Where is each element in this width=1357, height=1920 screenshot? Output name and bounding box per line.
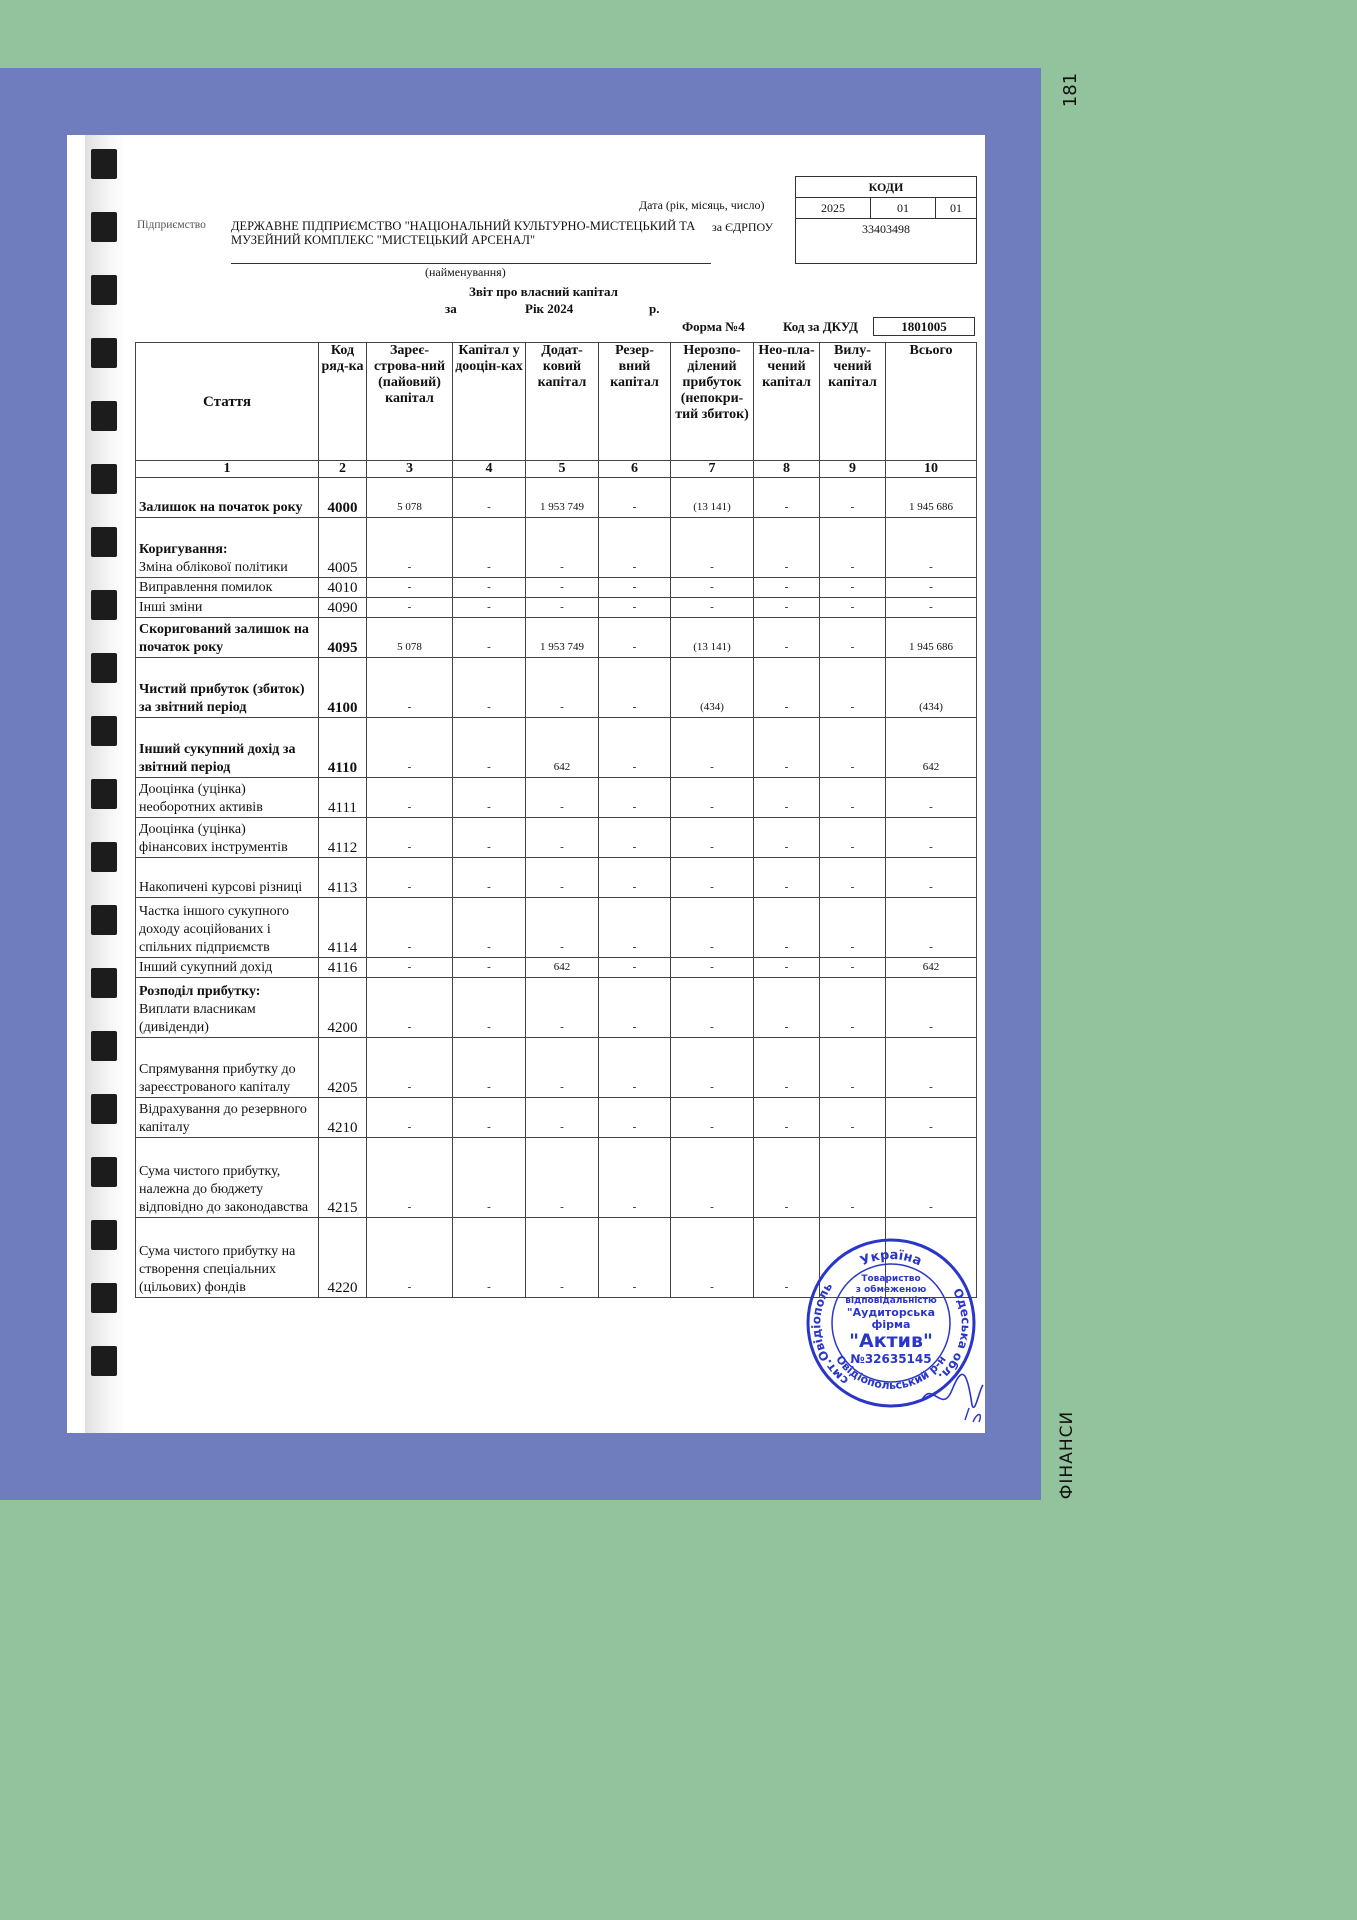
row-label: Сума чистого прибутку на створення спеціальних (цільових) фондів xyxy=(139,1244,296,1295)
section-title: Коригування: xyxy=(139,542,228,557)
row-code: 4111 xyxy=(319,778,367,818)
value-cell: - xyxy=(526,898,599,958)
binding-hole xyxy=(91,905,117,935)
date-codes-row xyxy=(796,198,976,219)
col-header: Резер-вний капітал xyxy=(599,343,671,461)
form-label: Форма №4 xyxy=(682,319,745,334)
col-number: 9 xyxy=(820,461,886,478)
value-cell: - xyxy=(526,1218,599,1298)
binding-hole xyxy=(91,653,117,683)
value-cell: - xyxy=(453,518,526,578)
row-label-cell xyxy=(136,658,319,718)
stamp-line: відповідальністю xyxy=(845,1296,937,1306)
value-cell: - xyxy=(526,1098,599,1138)
value-cell: - xyxy=(754,1038,820,1098)
document-sheet xyxy=(67,135,985,1433)
row-label: Інші зміни xyxy=(139,600,203,615)
row-label-cell xyxy=(136,578,319,598)
col-header: Зареє-строва-ний (пайовий) капітал xyxy=(367,343,453,461)
svg-text:Україна xyxy=(858,1248,924,1269)
row-label: Спрямування прибутку до зареєстрованого капіталу xyxy=(139,1062,296,1095)
value-cell: - xyxy=(453,978,526,1038)
value-cell: - xyxy=(367,818,453,858)
value-cell: - xyxy=(820,978,886,1038)
row-code: 4215 xyxy=(319,1138,367,1218)
col-header: Стаття xyxy=(136,343,319,461)
col-header: Нео-пла-чений капітал xyxy=(754,343,820,461)
date-month: 01 xyxy=(871,198,936,218)
date-day: 01 xyxy=(950,201,962,215)
value-cell: - xyxy=(754,598,820,618)
row-code: 4113 xyxy=(319,858,367,898)
binding-hole xyxy=(91,842,117,872)
value-cell: - xyxy=(671,1218,754,1298)
binding-hole xyxy=(91,779,117,809)
value-cell: - xyxy=(671,1098,754,1138)
row-label-cell xyxy=(136,858,319,898)
value-cell: - xyxy=(367,658,453,718)
value-cell: - xyxy=(820,578,886,598)
row-label-cell xyxy=(136,478,319,518)
value-cell: - xyxy=(367,858,453,898)
row-code: 4112 xyxy=(319,818,367,858)
stamp-right-text: Одеська обл. xyxy=(935,1286,973,1384)
value-cell: (434) xyxy=(671,658,754,718)
binding-hole xyxy=(91,1283,117,1313)
value-cell: - xyxy=(754,1098,820,1138)
value-cell: (13 141) xyxy=(671,618,754,658)
binding-hole xyxy=(91,401,117,431)
value-cell: 1 945 686 xyxy=(886,478,977,518)
enterprise-underline xyxy=(231,263,711,264)
enterprise-name: ДЕРЖАВНЕ ПІДПРИЄМСТВО "НАЦІОНАЛЬНИЙ КУЛЬТУРНО-МИСТЕЦЬКИЙ ТА МУЗЕЙНИЙ КОМПЛЕКС "МИСТЕЦЬКИЙ АРСЕНАЛ" xyxy=(231,219,696,247)
row-code: 4220 xyxy=(319,1218,367,1298)
value-cell: - xyxy=(820,1038,886,1098)
value-cell: - xyxy=(599,518,671,578)
binding-hole xyxy=(91,464,117,494)
value-cell: - xyxy=(886,1038,977,1098)
value-cell: - xyxy=(754,578,820,598)
row-label-cell xyxy=(136,598,319,618)
col-number: 10 xyxy=(886,461,977,478)
value-cell: - xyxy=(599,818,671,858)
row-label: Скоригований залишок на початок року xyxy=(139,622,309,655)
row-label: Інший сукупний дохід xyxy=(139,960,273,975)
column-number-row xyxy=(136,461,977,478)
table-row xyxy=(136,578,977,598)
row-label-cell xyxy=(136,898,319,958)
row-code: 4005 xyxy=(319,518,367,578)
value-cell: 1 953 749 xyxy=(526,618,599,658)
row-code: 4116 xyxy=(319,958,367,978)
value-cell: - xyxy=(671,598,754,618)
value-cell: - xyxy=(886,1138,977,1218)
value-cell: - xyxy=(754,858,820,898)
value-cell: - xyxy=(820,518,886,578)
value-cell: - xyxy=(754,778,820,818)
table-row xyxy=(136,618,977,658)
codes-box xyxy=(795,176,977,264)
value-cell: - xyxy=(367,518,453,578)
binding-hole xyxy=(91,527,117,557)
value-cell: - xyxy=(886,598,977,618)
name-caption: (найменування) xyxy=(425,265,506,279)
row-label: Накопичені курсові різниці xyxy=(139,880,303,895)
value-cell: - xyxy=(367,1138,453,1218)
value-cell: - xyxy=(367,898,453,958)
col-number: 7 xyxy=(671,461,754,478)
binding-hole xyxy=(91,590,117,620)
table-row xyxy=(136,658,977,718)
value-cell: - xyxy=(599,718,671,778)
value-cell: - xyxy=(671,858,754,898)
value-cell: - xyxy=(671,518,754,578)
value-cell: - xyxy=(599,478,671,518)
value-cell: - xyxy=(367,978,453,1038)
row-label: Виплати власникам (дивіденди) xyxy=(139,1002,256,1035)
row-label-cell xyxy=(136,718,319,778)
row-label-cell xyxy=(136,1218,319,1298)
col-number: 8 xyxy=(754,461,820,478)
value-cell: - xyxy=(453,858,526,898)
row-label-cell xyxy=(136,978,319,1038)
binding-hole xyxy=(91,338,117,368)
value-cell: - xyxy=(453,618,526,658)
value-cell: - xyxy=(671,1138,754,1218)
value-cell: - xyxy=(820,618,886,658)
value-cell: - xyxy=(671,958,754,978)
value-cell: 642 xyxy=(526,718,599,778)
row-label: Відрахування до резервного капіталу xyxy=(139,1102,307,1135)
row-label: Залишок на початок року xyxy=(139,500,303,515)
binding-hole xyxy=(91,212,117,242)
date-label: Дата (рік, місяць, число) xyxy=(639,198,765,212)
value-cell: - xyxy=(820,858,886,898)
page-number: 181 xyxy=(1059,72,1081,108)
value-cell: - xyxy=(820,818,886,858)
value-cell: - xyxy=(820,598,886,618)
value-cell: - xyxy=(599,978,671,1038)
value-cell: - xyxy=(599,1038,671,1098)
binding-hole xyxy=(91,149,117,179)
table-row xyxy=(136,518,977,578)
row-label-cell xyxy=(136,618,319,658)
row-label: Зміна облікової політики xyxy=(139,560,288,575)
value-cell: - xyxy=(599,598,671,618)
value-cell: - xyxy=(526,578,599,598)
value-cell: - xyxy=(367,958,453,978)
value-cell: (434) xyxy=(886,658,977,718)
value-cell: - xyxy=(754,818,820,858)
value-cell: - xyxy=(754,1218,820,1298)
col-number: 2 xyxy=(319,461,367,478)
table-row xyxy=(136,1138,977,1218)
table-row xyxy=(136,718,977,778)
row-label: Частка іншого сукупного доходу асоційованих і спільних підприємств xyxy=(139,904,290,955)
binding-hole xyxy=(91,716,117,746)
table-row xyxy=(136,478,977,518)
value-cell: - xyxy=(754,898,820,958)
stamp-line: №32635145 xyxy=(850,1352,932,1366)
table-row xyxy=(136,598,977,618)
value-cell: (13 141) xyxy=(671,478,754,518)
value-cell: - xyxy=(526,658,599,718)
dkud-label: Код за ДКУД xyxy=(783,319,858,334)
value-cell: - xyxy=(886,1098,977,1138)
value-cell: 5 078 xyxy=(367,618,453,658)
stamp-top-text: Україна xyxy=(858,1247,924,1270)
value-cell: - xyxy=(820,1098,886,1138)
value-cell: 1 953 749 xyxy=(526,478,599,518)
value-cell: - xyxy=(453,1218,526,1298)
value-cell: - xyxy=(820,478,886,518)
value-cell: - xyxy=(526,518,599,578)
col-header: Всього xyxy=(886,343,977,461)
row-code: 4000 xyxy=(319,478,367,518)
period-prefix: за xyxy=(445,301,457,316)
header-row xyxy=(136,343,977,461)
value-cell: - xyxy=(886,578,977,598)
row-code: 4210 xyxy=(319,1098,367,1138)
table-row xyxy=(136,978,977,1038)
value-cell: - xyxy=(453,578,526,598)
row-label-cell xyxy=(136,1138,319,1218)
edrpou-label: за ЄДРПОУ xyxy=(712,220,774,234)
row-code: 4114 xyxy=(319,898,367,958)
value-cell: - xyxy=(671,978,754,1038)
value-cell: - xyxy=(671,1038,754,1098)
value-cell: - xyxy=(754,658,820,718)
date-year: 2025 xyxy=(796,198,871,218)
value-cell: - xyxy=(453,1038,526,1098)
table-row xyxy=(136,778,977,818)
value-cell: - xyxy=(820,898,886,958)
stamp-line: з обмеженою xyxy=(855,1285,927,1295)
value-cell: - xyxy=(671,818,754,858)
value-cell: - xyxy=(671,778,754,818)
value-cell: - xyxy=(599,1098,671,1138)
value-cell: - xyxy=(526,778,599,818)
value-cell: - xyxy=(526,598,599,618)
value-cell: - xyxy=(671,578,754,598)
value-cell: - xyxy=(754,978,820,1038)
value-cell: - xyxy=(453,898,526,958)
value-cell: - xyxy=(367,1038,453,1098)
value-cell: - xyxy=(453,718,526,778)
row-label: Виправлення помилок xyxy=(139,580,273,595)
value-cell: - xyxy=(526,1038,599,1098)
binding-hole xyxy=(91,1031,117,1061)
value-cell: - xyxy=(526,858,599,898)
row-code: 4100 xyxy=(319,658,367,718)
row-label: Дооцінка (уцінка) фінансових інструментів xyxy=(139,822,288,855)
value-cell: - xyxy=(453,818,526,858)
row-label-cell xyxy=(136,958,319,978)
row-code: 4205 xyxy=(319,1038,367,1098)
row-code: 4010 xyxy=(319,578,367,598)
stamp-left-text: смт.Овідіополь xyxy=(809,1279,851,1388)
table-row xyxy=(136,858,977,898)
stamp-line: "Аудиторська xyxy=(846,1306,936,1319)
row-label: Чистий прибуток (збиток) за звітний період xyxy=(139,682,305,715)
value-cell: - xyxy=(820,718,886,778)
value-cell: 642 xyxy=(886,718,977,778)
value-cell: - xyxy=(367,718,453,778)
value-cell: - xyxy=(599,778,671,818)
value-cell: - xyxy=(599,858,671,898)
value-cell: - xyxy=(453,958,526,978)
value-cell: - xyxy=(820,958,886,978)
value-cell: - xyxy=(526,818,599,858)
period-suffix: р. xyxy=(649,301,660,316)
table-row xyxy=(136,898,977,958)
col-number: 5 xyxy=(526,461,599,478)
value-cell: - xyxy=(599,618,671,658)
value-cell: - xyxy=(886,858,977,898)
value-cell: - xyxy=(820,778,886,818)
value-cell: - xyxy=(820,1138,886,1218)
report-title: Звіт про власний капітал xyxy=(469,284,618,299)
value-cell: - xyxy=(754,618,820,658)
value-cell: - xyxy=(886,898,977,958)
table-row xyxy=(136,1038,977,1098)
value-cell: - xyxy=(754,518,820,578)
value-cell: - xyxy=(886,978,977,1038)
value-cell: - xyxy=(599,578,671,598)
col-number: 1 xyxy=(136,461,319,478)
row-label-cell xyxy=(136,518,319,578)
value-cell: 642 xyxy=(886,958,977,978)
binding-hole xyxy=(91,1220,117,1250)
binding-hole xyxy=(91,1157,117,1187)
value-cell: - xyxy=(886,818,977,858)
row-label-cell xyxy=(136,818,319,858)
row-code: 4200 xyxy=(319,978,367,1038)
value-cell: - xyxy=(367,1218,453,1298)
row-label-cell xyxy=(136,1038,319,1098)
value-cell: - xyxy=(886,778,977,818)
stamp-line: Товариство xyxy=(861,1274,921,1284)
col-header: Код ряд-ка xyxy=(319,343,367,461)
value-cell: - xyxy=(754,958,820,978)
table-row xyxy=(136,958,977,978)
row-label-cell xyxy=(136,778,319,818)
edrpou-code: 33403498 xyxy=(862,222,910,236)
col-number: 4 xyxy=(453,461,526,478)
row-label: Сума чистого прибутку, належна до бюджету відповідно до законодавства xyxy=(139,1164,309,1215)
binding-hole xyxy=(91,968,117,998)
value-cell: - xyxy=(599,1138,671,1218)
value-cell: - xyxy=(754,718,820,778)
value-cell: - xyxy=(599,958,671,978)
binding-hole xyxy=(91,1094,117,1124)
value-cell: - xyxy=(599,1218,671,1298)
value-cell: - xyxy=(367,598,453,618)
stamp-line: "Актив" xyxy=(849,1330,933,1352)
value-cell: - xyxy=(453,478,526,518)
row-label-cell xyxy=(136,1098,319,1138)
stamp-line: фірма xyxy=(871,1318,911,1331)
value-cell: - xyxy=(754,478,820,518)
value-cell: - xyxy=(754,1138,820,1218)
col-header: Капітал у дооцін-ках xyxy=(453,343,526,461)
binding-hole xyxy=(91,1346,117,1376)
row-label: Інший сукупний дохід за звітний період xyxy=(139,742,296,775)
value-cell: - xyxy=(599,658,671,718)
value-cell: 5 078 xyxy=(367,478,453,518)
equity-report-table xyxy=(135,342,977,1298)
col-header: Вилу-чений капітал xyxy=(820,343,886,461)
value-cell: - xyxy=(671,718,754,778)
value-cell: - xyxy=(367,578,453,598)
row-label: Дооцінка (уцінка) необоротних активів xyxy=(139,782,263,815)
value-cell: - xyxy=(671,898,754,958)
stamp-bottom-text: Овідіопольський р-н xyxy=(833,1353,949,1393)
value-cell: 1 945 686 xyxy=(886,618,977,658)
value-cell: - xyxy=(453,1138,526,1218)
codes-title: КОДИ xyxy=(796,177,976,198)
dkud-code: 1801005 xyxy=(873,317,975,336)
col-header: Нерозпо-ділений прибуток (непокри-тий збиток) xyxy=(671,343,754,461)
value-cell: - xyxy=(367,1098,453,1138)
value-cell: - xyxy=(453,778,526,818)
enterprise-label: Підприємство xyxy=(137,219,206,231)
value-cell: - xyxy=(367,778,453,818)
row-code: 4110 xyxy=(319,718,367,778)
value-cell: - xyxy=(599,898,671,958)
binding-hole xyxy=(91,275,117,305)
value-cell: - xyxy=(453,658,526,718)
col-header: Додат-ковий капітал xyxy=(526,343,599,461)
signature xyxy=(917,1360,985,1430)
value-cell: - xyxy=(453,598,526,618)
table-row xyxy=(136,818,977,858)
row-code: 4095 xyxy=(319,618,367,658)
value-cell: 642 xyxy=(526,958,599,978)
value-cell: - xyxy=(820,658,886,718)
section-title: Розподіл прибутку: xyxy=(139,984,261,999)
value-cell: - xyxy=(526,978,599,1038)
row-code: 4090 xyxy=(319,598,367,618)
period: Рік 2024 xyxy=(525,301,574,316)
col-number: 6 xyxy=(599,461,671,478)
table-row xyxy=(136,1098,977,1138)
value-cell: - xyxy=(526,1138,599,1218)
value-cell: - xyxy=(453,1098,526,1138)
value-cell: - xyxy=(886,518,977,578)
col-number: 3 xyxy=(367,461,453,478)
section-label: ФІНАНСИ xyxy=(1057,1410,1077,1500)
